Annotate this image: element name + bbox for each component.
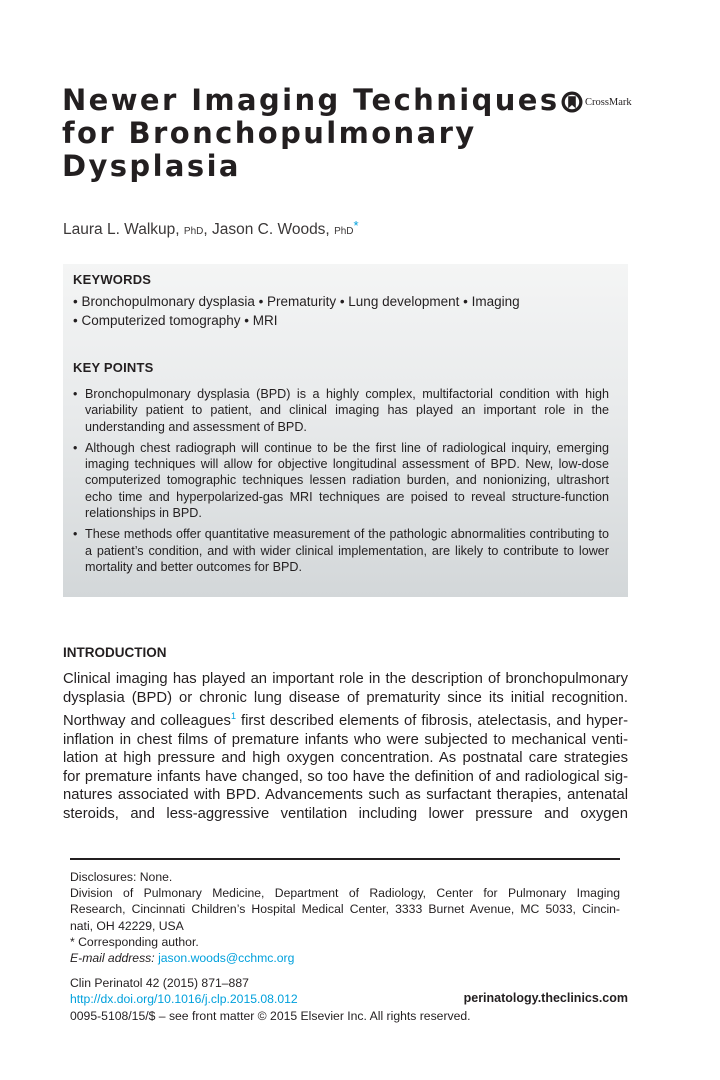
- author-list: [63, 218, 359, 239]
- keywords-keypoints-box: [63, 264, 628, 597]
- email-link[interactable]: jason.woods@cchmc.org: [158, 951, 295, 966]
- author-separator: ,: [203, 221, 208, 238]
- reference-link[interactable]: 1: [230, 711, 236, 722]
- key-point-item: [73, 526, 609, 575]
- body-line: steroids, and less-aggressive ventilation including lower pressure and oxygen: [63, 806, 628, 823]
- key-point-text: Bronchopulmonary dysplasia (BPD) is a highly complex, multifactorial condition with high variability patient to patient, and clinical imaging has played an important role in the understanding and assessment of BPD.: [85, 387, 609, 434]
- bullet-icon: •: [73, 387, 78, 401]
- body-line: natures associated with BPD. Advancements such as surfactant therapies, antenatal: [63, 787, 628, 804]
- title-line: Dysplasia: [62, 149, 241, 183]
- body-text: Northway and colleagues: [63, 713, 231, 730]
- bullet-icon: •: [73, 440, 78, 455]
- affiliation-line: nati, OH 42229, USA: [70, 918, 184, 933]
- body-line: lation at high pressure and high oxygen concentration. As postnatal care strategies: [63, 750, 628, 767]
- title-line: for Bronchopulmonary: [62, 116, 477, 150]
- author-name: Jason C. Woods,: [212, 221, 330, 238]
- journal-citation: Clin Perinatol 42 (2015) 871–887: [70, 976, 249, 990]
- bullet-icon: •: [73, 527, 78, 542]
- author-degree: PhD: [183, 226, 204, 237]
- journal-website[interactable]: perinatology.theclinics.com: [463, 991, 628, 1005]
- affiliation-line: Division of Pulmonary Medicine, Department of Radiology, Center for Pulmonary Imaging: [70, 886, 620, 901]
- body-line: Clinical imaging has played an important role in the description of bronchopulmonary: [63, 671, 628, 687]
- doi-link[interactable]: http://dx.doi.org/10.1016/j.clp.2015.08.012: [70, 992, 298, 1007]
- body-line: for premature infants have changed, so too have the definition of and radiological sig-: [63, 768, 628, 785]
- email-label: E-mail address:: [70, 951, 155, 966]
- key-point-item: [73, 386, 609, 435]
- footnotes: [70, 869, 620, 966]
- affiliation-line: Research, Cincinnati Children’s Hospital Medical Center, 3333 Burnet Avenue, MC 5033, Cincin-: [70, 902, 620, 917]
- body-text: first described elements of fibrosis, atelectasis, and hyper-: [235, 713, 628, 730]
- disclosures: Disclosures: None.: [70, 870, 173, 884]
- keyword-line: • Computerized tomography • MRI: [73, 313, 278, 328]
- corresponding-author-note: * Corresponding author.: [70, 934, 199, 949]
- article-title: [62, 83, 560, 183]
- key-points-list: [73, 386, 609, 580]
- key-point-text: These methods offer quantitative measurement of the pathologic abnormalities contributing to a patient’s condition, and with wider clinical implementation, are likely to contribute to lower mortality and better outcomes for BPD.: [85, 527, 609, 574]
- body-line: dysplasia (BPD) or chronic lung disease of prematurity since its initial recognition.: [63, 689, 628, 706]
- keyword-line: • Bronchopulmonary dysplasia • Prematurity • Lung development • Imaging: [73, 294, 520, 309]
- body-line: [63, 707, 628, 731]
- footnote-divider: [70, 858, 620, 860]
- corresponding-author-mark[interactable]: *: [353, 218, 359, 233]
- author-name: Laura L. Walkup,: [63, 221, 180, 238]
- email-line: [70, 950, 620, 966]
- author-degree: PhD: [334, 226, 354, 237]
- citation-block: [70, 975, 471, 1024]
- key-point-item: [73, 440, 609, 521]
- crossmark-badge[interactable]: [561, 89, 632, 115]
- introduction-heading: INTRODUCTION: [63, 645, 167, 660]
- copyright-notice: 0095-5108/15/$ – see front matter © 2015 Elsevier Inc. All rights reserved.: [70, 1008, 471, 1023]
- crossmark-icon: [561, 91, 583, 113]
- title-line: Newer Imaging Techniques: [62, 83, 560, 117]
- body-line: inflation in chest films of premature infants who were subjected to mechanical venti-: [63, 731, 628, 748]
- introduction-body: [63, 670, 628, 824]
- keywords-heading: KEYWORDS: [73, 272, 152, 287]
- key-points-heading: KEY POINTS: [73, 360, 154, 375]
- key-point-text: Although chest radiograph will continue to be the first line of radiological inquiry, emerging imaging techniques will allow for objective longitudinal assessment of BPD. New, low-dose computerized tomographic techniques lessen radiation burden, and nonionizing, ultrashort echo time and hyperpolarized-gas MRI techniques are poised to reveal structure-function relationships in BPD.: [85, 440, 609, 521]
- crossmark-label: CrossMark: [585, 96, 632, 108]
